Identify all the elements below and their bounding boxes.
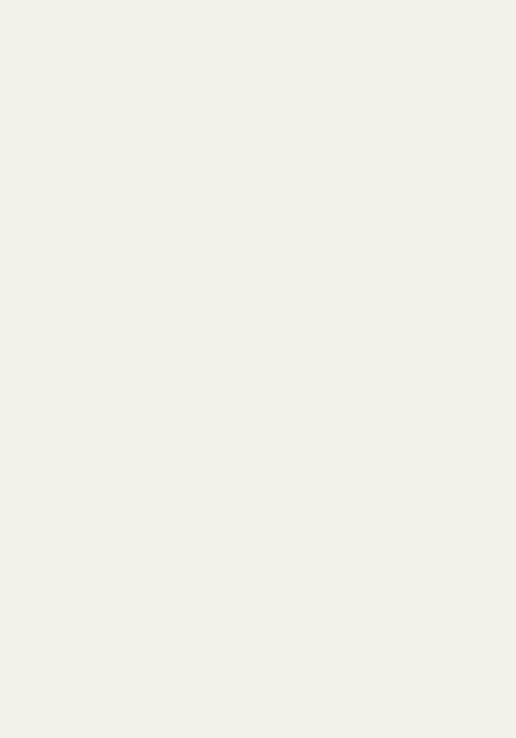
text-column (438, 356, 455, 674)
text-column (65, 356, 82, 674)
text-column (418, 356, 435, 674)
text-column (293, 356, 310, 674)
text-column (169, 10, 186, 328)
text-column (376, 356, 393, 674)
text-column (44, 356, 61, 674)
text-column (272, 356, 289, 674)
text-column (44, 10, 61, 328)
text-column (355, 356, 372, 674)
text-column (85, 10, 102, 328)
text-column (127, 356, 144, 674)
text-column (148, 356, 165, 674)
text-column (65, 10, 82, 328)
text-column (231, 10, 248, 328)
text-column (272, 10, 289, 328)
lower-columns (44, 356, 476, 674)
text-column (418, 10, 435, 328)
text-column (127, 10, 144, 328)
text-column (210, 356, 227, 674)
text-column (85, 356, 102, 674)
text-column (397, 356, 414, 674)
text-column (252, 10, 269, 328)
text-column (314, 10, 331, 328)
text-column (106, 356, 123, 674)
text-column (169, 356, 186, 674)
text-column (189, 356, 206, 674)
text-column (148, 10, 165, 328)
text-column (397, 10, 414, 328)
text-column (335, 10, 352, 328)
text-column (314, 356, 331, 674)
text-column (252, 356, 269, 674)
text-column (355, 10, 372, 328)
text-column (106, 10, 123, 328)
text-column (335, 356, 352, 674)
text-column (231, 356, 248, 674)
text-column (376, 10, 393, 328)
lower-text-block (44, 356, 476, 674)
text-column (438, 10, 455, 328)
upper-text-block (44, 10, 476, 328)
text-column (210, 10, 227, 328)
text-column (189, 10, 206, 328)
text-column (459, 356, 476, 674)
text-column (459, 10, 476, 328)
upper-columns (44, 10, 476, 328)
text-column (293, 10, 310, 328)
